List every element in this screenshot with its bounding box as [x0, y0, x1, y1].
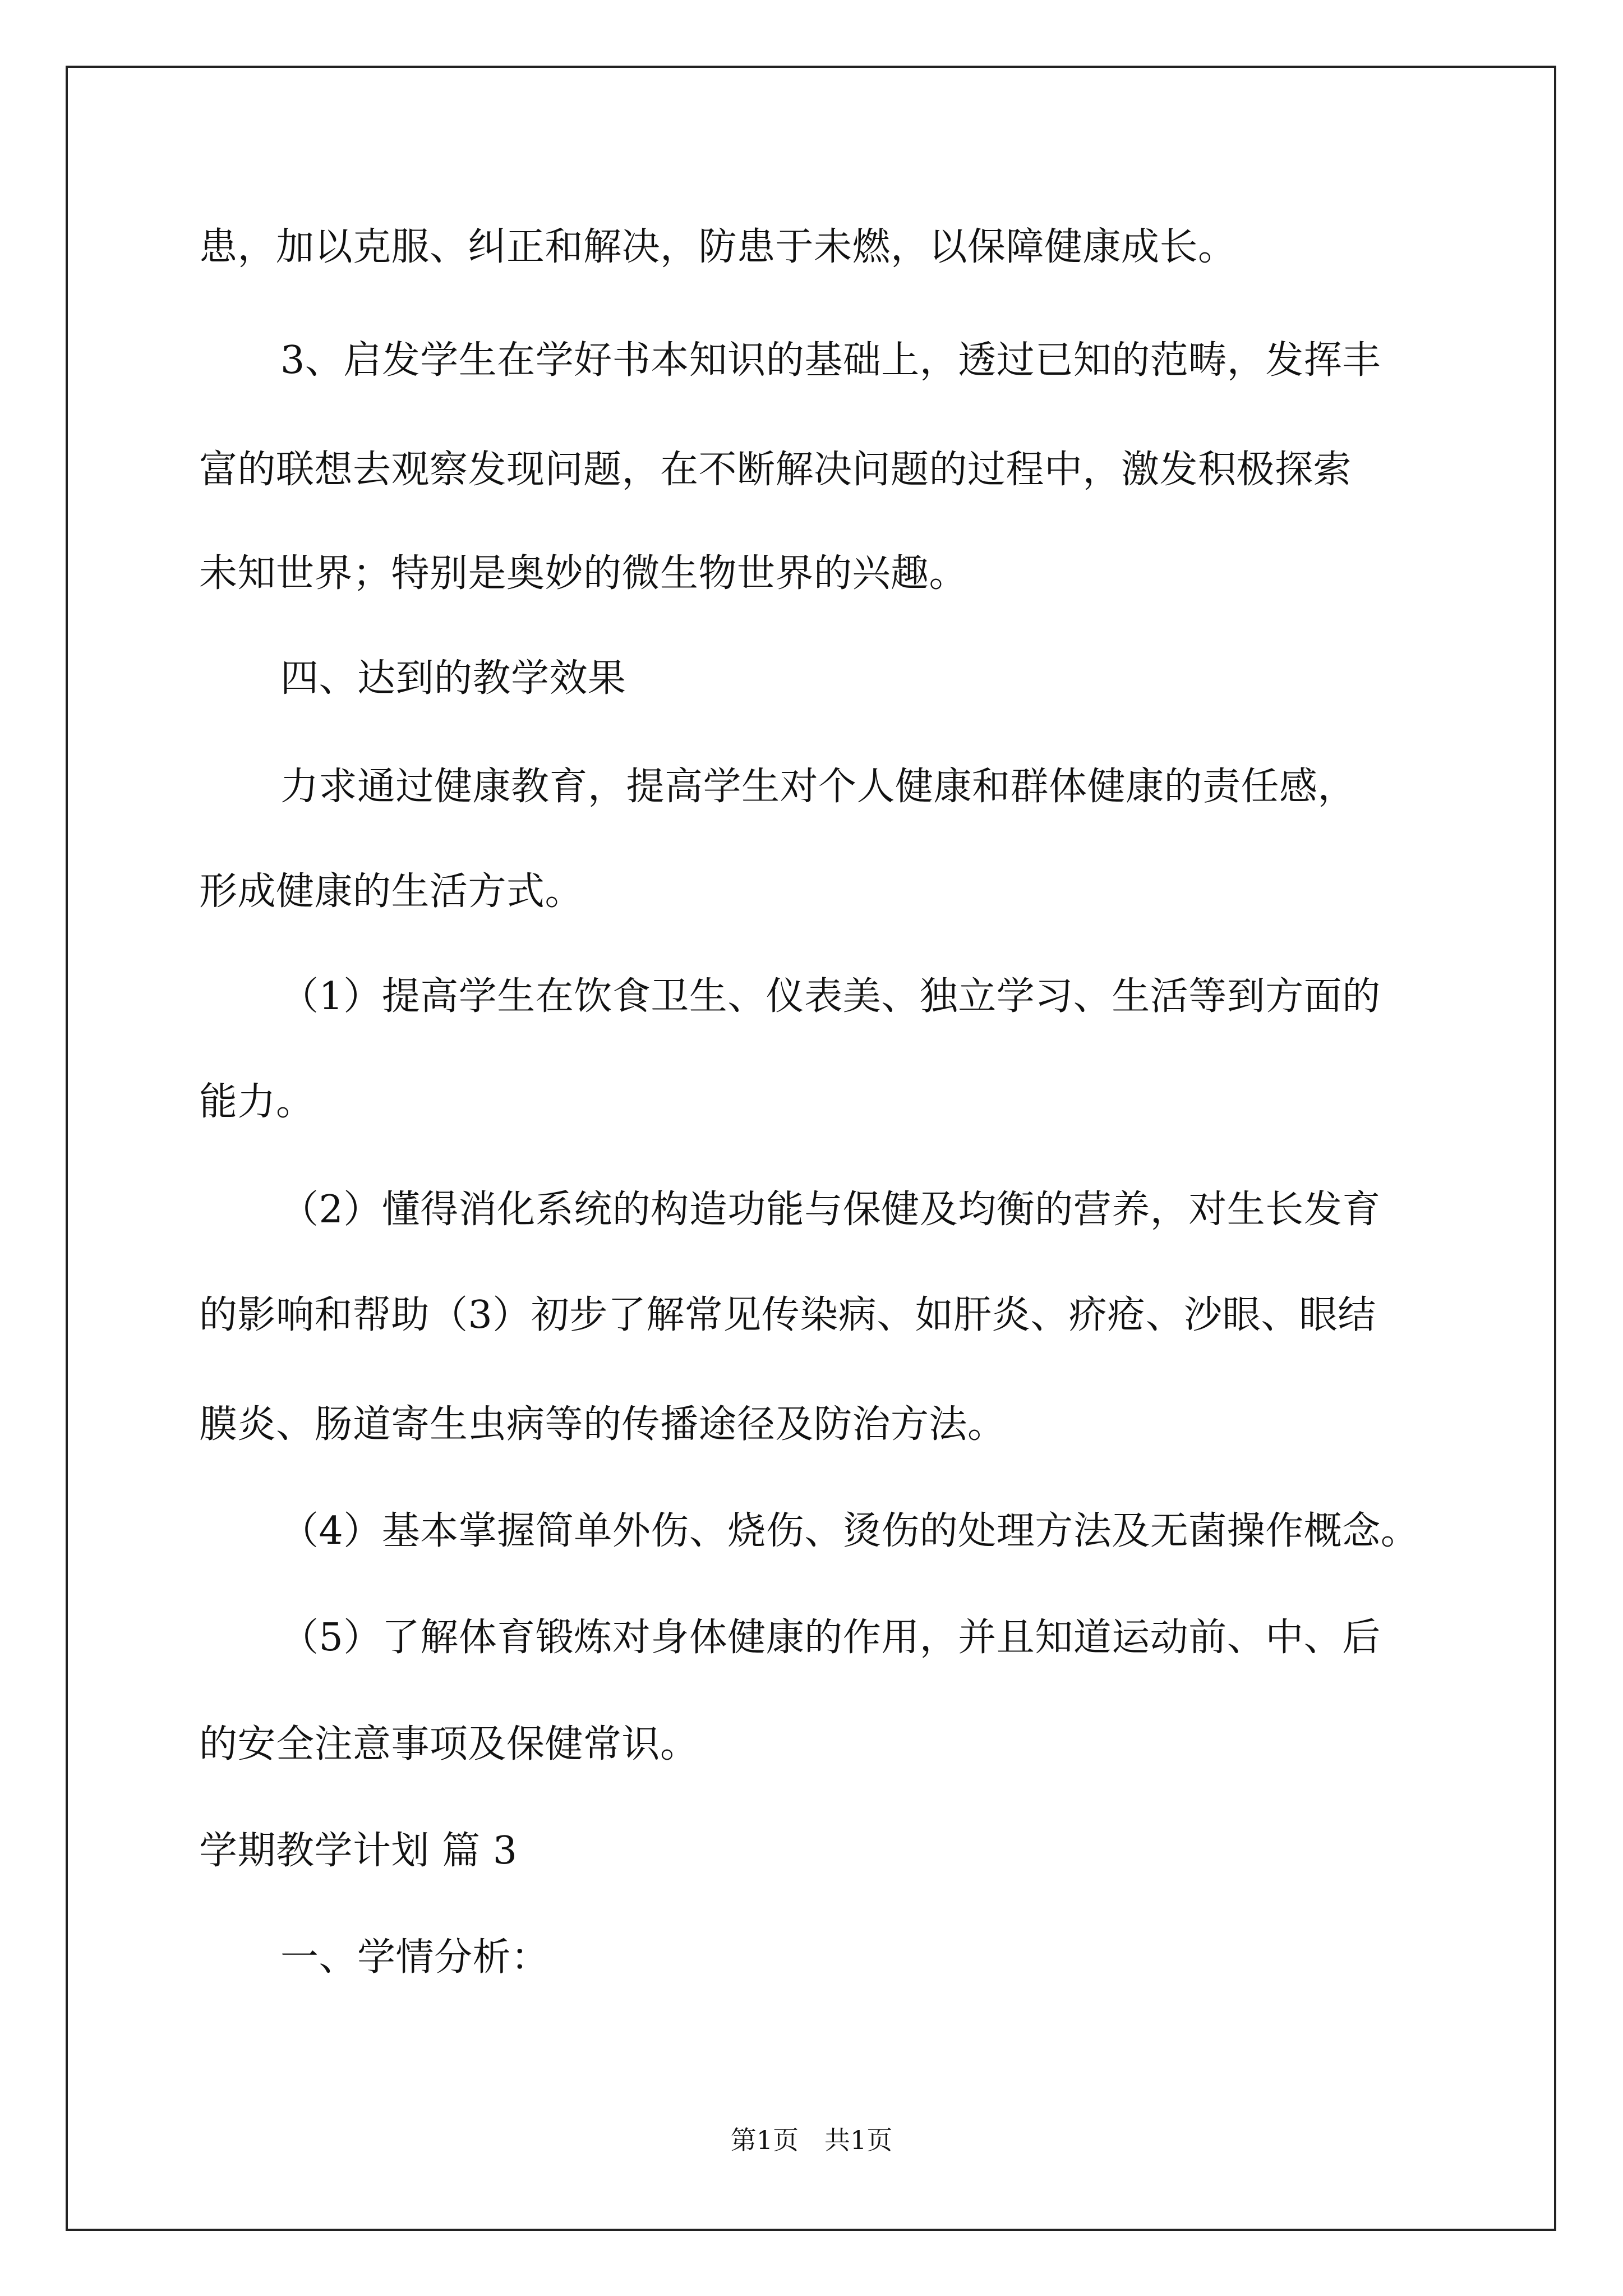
text-line: 富的联想去观察发现问题，在不断解决问题的过程中，激发积极探索	[199, 448, 1352, 492]
text-line: 的安全注意事项及保健常识。	[199, 1722, 699, 1766]
section-heading: 四、达到的教学效果	[280, 656, 626, 701]
list-item: （1）提高学生在饮食卫生、仪表美、独立学习、生活等到方面的	[280, 974, 1381, 1019]
list-item: （4）基本掌握简单外伤、烧伤、烫伤的处理方法及无菌操作概念。	[280, 1509, 1419, 1553]
text-line: 患，加以克服、纠正和解决，防患于未燃，以保障健康成长。	[199, 225, 1237, 269]
page-footer: 第1页 共1页	[730, 2125, 893, 2155]
text-line: 力求通过健康教育，提高学生对个人健康和群体健康的责任感，	[280, 765, 1357, 809]
text-line: 3、启发学生在学好书本知识的基础上，透过已知的范畴，发挥丰	[280, 338, 1381, 383]
list-item: （2）懂得消化系统的构造功能与保健及均衡的营养，对生长发育	[280, 1188, 1381, 1232]
section-title: 学期教学计划 篇 3	[199, 1829, 518, 1873]
text-line: 形成健康的生活方式。	[199, 869, 584, 914]
page-border	[66, 66, 1556, 2231]
text-line: 的影响和帮助（3）初步了解常见传染病、如肝炎、疥疮、沙眼、眼结	[199, 1293, 1376, 1337]
text-line: 未知世界；特别是奥妙的微生物世界的兴趣。	[199, 551, 968, 596]
text-line: 能力。	[199, 1080, 315, 1124]
section-heading: 一、学情分析：	[280, 1935, 550, 1980]
list-item: （5）了解体育锻炼对身体健康的作用，并且知道运动前、中、后	[280, 1616, 1381, 1660]
text-line: 膜炎、肠道寄生虫病等的传播途径及防治方法。	[199, 1402, 1006, 1447]
